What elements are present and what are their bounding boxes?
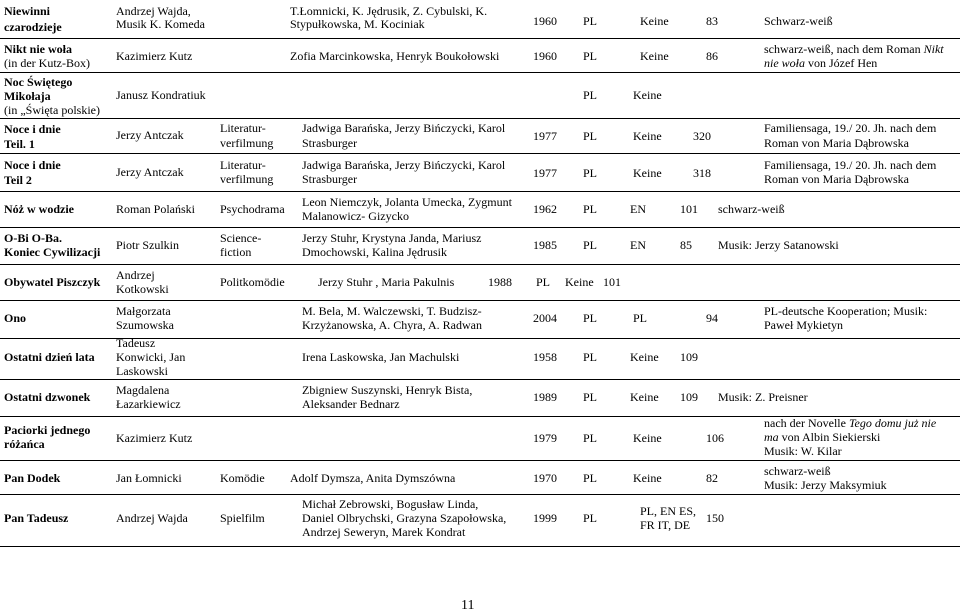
row-divider: [0, 72, 960, 73]
film-year: 1988: [488, 275, 512, 289]
film-cast: Andrzej Seweryn, Marek Kondrat: [302, 525, 466, 539]
film-country: PL: [583, 88, 598, 102]
film-genre: Literatur-: [220, 158, 266, 172]
film-country: PL: [583, 238, 598, 252]
film-title: O-Bi O-Ba.: [4, 231, 63, 245]
film-genre: Literatur-: [220, 121, 266, 135]
film-country: PL: [583, 390, 598, 404]
film-notes: schwarz-weiß: [764, 464, 831, 478]
film-genre: Komödie: [220, 471, 265, 485]
film-title: (in „Święta polskie): [4, 103, 100, 117]
film-director: Jerzy Antczak: [116, 128, 184, 142]
row-divider: [0, 153, 960, 154]
film-cast: Aleksander Bednarz: [302, 397, 400, 411]
film-country: PL: [583, 431, 598, 445]
film-cast: Stypułkowska, M. Kociniak: [290, 17, 425, 31]
film-notes: ma von Albin Siekierski: [764, 430, 881, 444]
film-title: różańca: [4, 437, 45, 451]
film-fsk: Keine: [633, 471, 662, 485]
film-notes: Paweł Mykietyn: [764, 318, 843, 332]
film-cast: Jadwiga Barańska, Jerzy Bińczycki, Karol: [302, 121, 506, 135]
row-divider: [0, 546, 960, 547]
row-divider: [0, 118, 960, 119]
film-cast: T.Łomnicki, K. Jędrusik, Z. Cybulski, K.: [290, 4, 488, 18]
film-director: Musik K. Komeda: [116, 17, 205, 31]
film-title: Ostatni dzień lata: [4, 350, 95, 364]
film-title: Teil 2: [4, 173, 32, 187]
film-country: PL: [583, 14, 598, 28]
row-divider: [0, 379, 960, 380]
film-title: Nóż w wodzie: [4, 202, 74, 216]
film-director: Andrzej Wajda: [116, 511, 188, 525]
row-divider: [0, 38, 960, 39]
film-cast: Krzyżanowska, A. Chyra, A. Radwan: [302, 318, 482, 332]
film-notes: Musik: W. Kilar: [764, 444, 842, 458]
page-number: 11: [461, 598, 475, 613]
film-genre: Science-: [220, 231, 262, 245]
film-director: Janusz Kondratiuk: [116, 88, 206, 102]
film-title: Nikt nie woła: [4, 42, 73, 56]
film-notes: nie woła von Józef Hen: [764, 56, 878, 70]
row-divider: [0, 227, 960, 228]
film-cast: Adolf Dymsza, Anita Dymszówna: [290, 471, 456, 485]
film-country: PL: [583, 49, 598, 63]
film-notes: Schwarz-weiß: [764, 14, 833, 28]
film-cast: Michał Zebrowski, Bogusław Linda,: [302, 497, 479, 511]
film-fsk: FR IT, DE: [640, 518, 691, 532]
film-director: Magdalena: [116, 383, 170, 397]
film-cast: Strasburger: [302, 136, 358, 150]
film-country: PL: [583, 350, 598, 364]
film-country: PL: [583, 202, 598, 216]
row-divider: [0, 494, 960, 495]
film-director: Kazimierz Kutz: [116, 431, 193, 445]
film-title: Noce i dnie: [4, 122, 61, 136]
film-director: Łazarkiewicz: [116, 397, 181, 411]
film-cast: Jerzy Stuhr, Krystyna Janda, Mariusz: [302, 231, 482, 245]
film-length: 82: [706, 471, 718, 485]
film-fsk: Keine: [633, 88, 662, 102]
film-country: PL: [583, 129, 598, 143]
film-director: Piotr Szulkin: [116, 238, 180, 252]
film-year: 1977: [533, 129, 557, 143]
film-fsk: Keine: [630, 390, 659, 404]
film-fsk: Keine: [640, 14, 669, 28]
film-cast: Strasburger: [302, 172, 358, 186]
film-cast: Zofia Marcinkowska, Henryk Boukołowski: [290, 49, 500, 63]
film-fsk: EN: [630, 202, 646, 216]
film-notes: Musik: Z. Preisner: [718, 390, 808, 404]
film-genre: Psychodrama: [220, 202, 285, 216]
film-genre: verfilmung: [220, 136, 274, 150]
film-genre: Politkomödie: [220, 275, 285, 289]
film-title: Noc Świętego: [4, 75, 73, 89]
film-length: 94: [706, 311, 718, 325]
film-title: Ostatni dzwonek: [4, 390, 91, 404]
film-year: 1962: [533, 202, 557, 216]
film-title: Ono: [4, 311, 27, 325]
film-year: 2004: [533, 311, 557, 325]
film-cast: Leon Niemczyk, Jolanta Umecka, Zygmunt: [302, 195, 512, 209]
film-title: (in der Kutz-Box): [4, 56, 90, 70]
film-director: Andrzej: [116, 268, 155, 282]
film-notes: Musik: Jerzy Maksymiuk: [764, 478, 887, 492]
film-director: Jan Łomnicki: [116, 471, 182, 485]
film-notes: schwarz-weiß: [718, 202, 785, 216]
film-length: 109: [680, 390, 698, 404]
film-fsk: Keine: [633, 129, 662, 143]
film-cast: Irena Laskowska, Jan Machulski: [302, 350, 460, 364]
film-year: 1960: [533, 14, 557, 28]
film-cast: Zbigniew Suszynski, Henryk Bista,: [302, 383, 473, 397]
row-divider: [0, 300, 960, 301]
film-director: Małgorzata: [116, 304, 171, 318]
film-country: PL: [583, 311, 598, 325]
film-notes: Familiensaga, 19./ 20. Jh. nach dem: [764, 158, 937, 172]
film-cast: Jadwiga Barańska, Jerzy Bińczycki, Karol: [302, 158, 506, 172]
film-director: Kotkowski: [116, 282, 169, 296]
film-director: Roman Polański: [116, 202, 196, 216]
film-notes: schwarz-weiß, nach dem Roman Nikt: [764, 42, 944, 56]
film-year: 1999: [533, 511, 557, 525]
film-cast: Malanowicz- Gizycko: [302, 209, 409, 223]
film-cast: Dmochowski, Kalina Jędrusik: [302, 245, 447, 259]
film-director: Szumowska: [116, 318, 174, 332]
film-length: 85: [680, 238, 692, 252]
film-fsk: Keine: [565, 275, 594, 289]
film-cast: Daniel Olbrychski, Grazyna Szapołowska,: [302, 511, 507, 525]
film-title: Koniec Cywilizacji: [4, 245, 101, 259]
film-director: Andrzej Wajda,: [116, 4, 191, 18]
film-length: 320: [693, 129, 711, 143]
film-fsk: Keine: [633, 431, 662, 445]
film-length: 109: [680, 350, 698, 364]
film-title: Paciorki jednego: [4, 423, 91, 437]
film-title: Mikołaja: [4, 89, 51, 103]
film-country: PL: [583, 511, 598, 525]
film-notes: PL-deutsche Kooperation; Musik:: [764, 304, 928, 318]
film-genre: verfilmung: [220, 172, 274, 186]
film-fsk: Keine: [630, 350, 659, 364]
film-director: Jerzy Antczak: [116, 165, 184, 179]
film-year: 1970: [533, 471, 557, 485]
film-length: 106: [706, 431, 724, 445]
film-length: 101: [603, 275, 621, 289]
film-length: 318: [693, 166, 711, 180]
row-divider: [0, 460, 960, 461]
film-title: Noce i dnie: [4, 158, 61, 172]
film-notes: Roman von Maria Dąbrowska: [764, 136, 909, 150]
film-title: Pan Tadeusz: [4, 511, 69, 525]
film-country: PL: [536, 275, 551, 289]
film-title: Obywatel Piszczyk: [4, 275, 101, 289]
film-year: 1977: [533, 166, 557, 180]
film-notes: Familiensaga, 19./ 20. Jh. nach dem: [764, 121, 937, 135]
film-title: Pan Dodek: [4, 471, 61, 485]
film-genre: fiction: [220, 245, 252, 259]
film-fsk: Keine: [640, 49, 669, 63]
film-title: Niewinni: [4, 4, 51, 18]
film-notes: nach der Novelle Tego domu już nie: [764, 416, 937, 430]
film-year: 1979: [533, 431, 557, 445]
film-length: 150: [706, 511, 724, 525]
film-length: 86: [706, 49, 718, 63]
film-director: Kazimierz Kutz: [116, 49, 193, 63]
row-divider: [0, 264, 960, 265]
film-genre: Spielfilm: [220, 511, 265, 525]
film-notes: Roman von Maria Dąbrowska: [764, 172, 909, 186]
film-fsk: PL, EN ES,: [640, 504, 697, 518]
film-title: czarodzieje: [4, 20, 62, 34]
film-country: PL: [583, 166, 598, 180]
film-cast: M. Bela, M. Walczewski, T. Budzisz-: [302, 304, 482, 318]
film-cast: Jerzy Stuhr , Maria Pakulnis: [318, 275, 455, 289]
film-director: Tadeusz: [116, 336, 156, 350]
film-fsk: EN: [630, 238, 646, 252]
film-title: Teil. 1: [4, 137, 35, 151]
film-director: Laskowski: [116, 364, 168, 378]
film-fsk: Keine: [633, 166, 662, 180]
film-notes: Musik: Jerzy Satanowski: [718, 238, 839, 252]
film-director: Konwicki, Jan: [116, 350, 186, 364]
film-fsk: PL: [633, 311, 648, 325]
film-country: PL: [583, 471, 598, 485]
row-divider: [0, 191, 960, 192]
film-year: 1958: [533, 350, 557, 364]
film-year: 1985: [533, 238, 557, 252]
film-year: 1960: [533, 49, 557, 63]
film-length: 101: [680, 202, 698, 216]
film-length: 83: [706, 14, 718, 28]
film-year: 1989: [533, 390, 557, 404]
